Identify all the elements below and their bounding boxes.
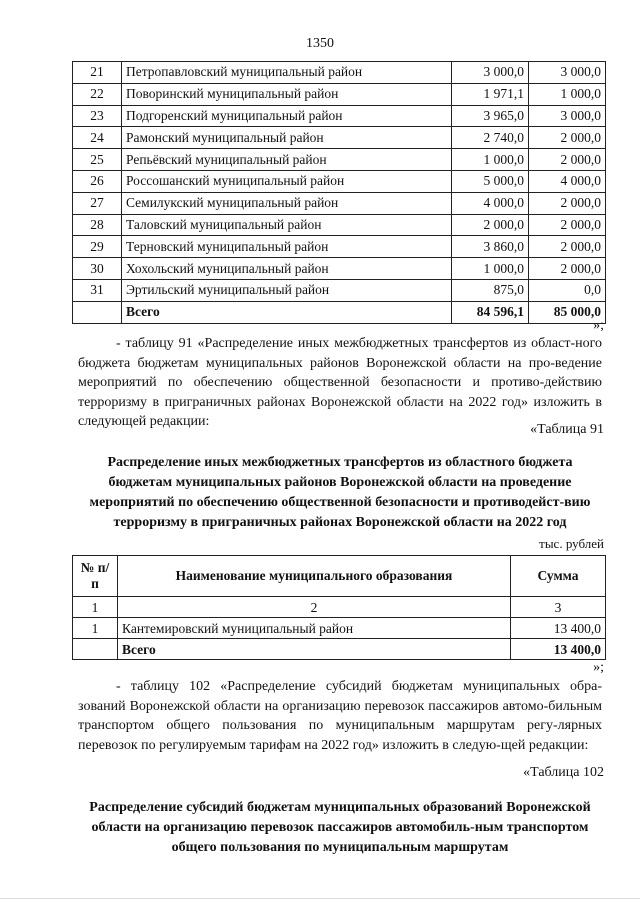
table-row xyxy=(73,618,606,639)
row-name: Рамонский муниципальный район xyxy=(122,127,452,149)
table-102-label: «Таблица 102 xyxy=(523,765,604,780)
index-sum: 3 xyxy=(511,597,606,618)
row-name: Хохольский муниципальный район xyxy=(122,258,452,280)
row-value-1: 3 965,0 xyxy=(452,105,529,127)
table2-index-row xyxy=(73,597,606,618)
row-value-1: 5 000,0 xyxy=(452,170,529,192)
row-name: Подгоренский муниципальный район xyxy=(122,105,452,127)
total-num-empty xyxy=(73,301,122,323)
row-name: Эртильский муниципальный район xyxy=(122,279,452,301)
table-row xyxy=(73,279,606,301)
table-row xyxy=(73,192,606,214)
table-91-heading: Распределение иных межбюджетных трансфертов из областного бюджета бюджетам муниципальных районов Воронежской области на проведение мероприятий по обеспечению общественной безопасности и противодейст-вию терроризму в приграничных районах Воронежской области на 2022 год xyxy=(89,455,591,530)
row-name: Россошанский муниципальный район xyxy=(122,170,452,192)
row-num: 28 xyxy=(73,214,122,236)
table-row xyxy=(73,105,606,127)
table-row xyxy=(73,214,606,236)
row-num: 25 xyxy=(73,149,122,171)
table1-body xyxy=(73,62,606,324)
row-name: Семилукский муниципальный район xyxy=(122,192,452,214)
row-value-1: 2 740,0 xyxy=(452,127,529,149)
row-num: 27 xyxy=(73,192,122,214)
row-value-1: 1 000,0 xyxy=(452,149,529,171)
row-num: 26 xyxy=(73,170,122,192)
table-row xyxy=(73,170,606,192)
row-value-2: 2 000,0 xyxy=(529,236,606,258)
row-name: Репьёвский муниципальный район xyxy=(122,149,452,171)
total-label: Всего xyxy=(118,639,511,660)
row-num: 21 xyxy=(73,62,122,84)
table-102-heading: Распределение субсидий бюджетам муниципальных образований Воронежской области на организацию перевозок пассажиров автомобиль-ным транспортом общего пользования по муниципальным маршрутам xyxy=(89,800,591,855)
page-number: 1350 xyxy=(306,36,334,51)
units-label: тыс. рублей xyxy=(539,536,604,551)
table-row xyxy=(73,236,606,258)
amendment-paragraph-102: - таблицу 102 «Распределение субсидий бюджетам муниципальных обра-зований Воронежской области на организацию перевозок пассажиров автомо-бильным транспортом общего пользования по муниципальным маршрутам регу-лярных перевозок по регулируемым тарифам на 2022 год» изложить в следую-щей редакции: xyxy=(78,679,602,753)
row-value-2: 3 000,0 xyxy=(529,105,606,127)
row-value-2: 2 000,0 xyxy=(529,149,606,171)
row-value-1: 1 000,0 xyxy=(452,258,529,280)
total-value-2: 85 000,0 xyxy=(529,301,606,323)
table-row xyxy=(73,258,606,280)
row-value-2: 1 000,0 xyxy=(529,83,606,105)
table2-header-row xyxy=(73,556,606,597)
row-sum: 13 400,0 xyxy=(511,618,606,639)
row-num: 31 xyxy=(73,279,122,301)
row-value-1: 3 860,0 xyxy=(452,236,529,258)
table1-total-row xyxy=(73,301,606,323)
row-name: Петропавловский муниципальный район xyxy=(122,62,452,84)
table-91-label: «Таблица 91 xyxy=(530,422,604,437)
amendment-paragraph-91: - таблицу 91 «Распределение иных межбюджетных трансфертов из област-ного бюджета бюджетам муниципальных районов Воронежской области на про-ведение мероприятий по обеспечению общественной безопасности и противо-действию терроризму в приграничных районах Воронежской области на 2022 год» изложить в следующей редакции: xyxy=(78,336,602,429)
row-value-2: 4 000,0 xyxy=(529,170,606,192)
row-num: 23 xyxy=(73,105,122,127)
total-num-empty xyxy=(73,639,118,660)
total-value-1: 84 596,1 xyxy=(452,301,529,323)
row-value-1: 3 000,0 xyxy=(452,62,529,84)
row-value-2: 0,0 xyxy=(529,279,606,301)
distribution-table-continued xyxy=(72,61,606,324)
row-name: Поворинский муниципальный район xyxy=(122,83,452,105)
closing-quote-1: »; xyxy=(593,318,604,333)
table-91 xyxy=(72,555,606,660)
bottom-divider xyxy=(0,898,640,899)
table-row xyxy=(73,149,606,171)
table2-total-row xyxy=(73,639,606,660)
header-sum: Сумма xyxy=(511,556,606,597)
table-row xyxy=(73,62,606,84)
row-value-1: 1 971,1 xyxy=(452,83,529,105)
row-name: Таловский муниципальный район xyxy=(122,214,452,236)
total-sum: 13 400,0 xyxy=(511,639,606,660)
row-num: 30 xyxy=(73,258,122,280)
table-row xyxy=(73,127,606,149)
table-row xyxy=(73,83,606,105)
row-value-1: 875,0 xyxy=(452,279,529,301)
row-num: 29 xyxy=(73,236,122,258)
closing-quote-2: »; xyxy=(593,660,604,675)
header-num: № п/п xyxy=(73,556,118,597)
row-name: Терновский муниципальный район xyxy=(122,236,452,258)
row-value-2: 2 000,0 xyxy=(529,258,606,280)
row-value-2: 3 000,0 xyxy=(529,62,606,84)
row-value-2: 2 000,0 xyxy=(529,127,606,149)
index-num: 1 xyxy=(73,597,118,618)
index-name: 2 xyxy=(118,597,511,618)
row-value-1: 4 000,0 xyxy=(452,192,529,214)
total-label: Всего xyxy=(122,301,452,323)
row-value-1: 2 000,0 xyxy=(452,214,529,236)
row-value-2: 2 000,0 xyxy=(529,192,606,214)
row-num: 24 xyxy=(73,127,122,149)
row-value-2: 2 000,0 xyxy=(529,214,606,236)
row-num: 1 xyxy=(73,618,118,639)
header-name: Наименование муниципального образования xyxy=(118,556,511,597)
row-name: Кантемировский муниципальный район xyxy=(118,618,511,639)
row-num: 22 xyxy=(73,83,122,105)
